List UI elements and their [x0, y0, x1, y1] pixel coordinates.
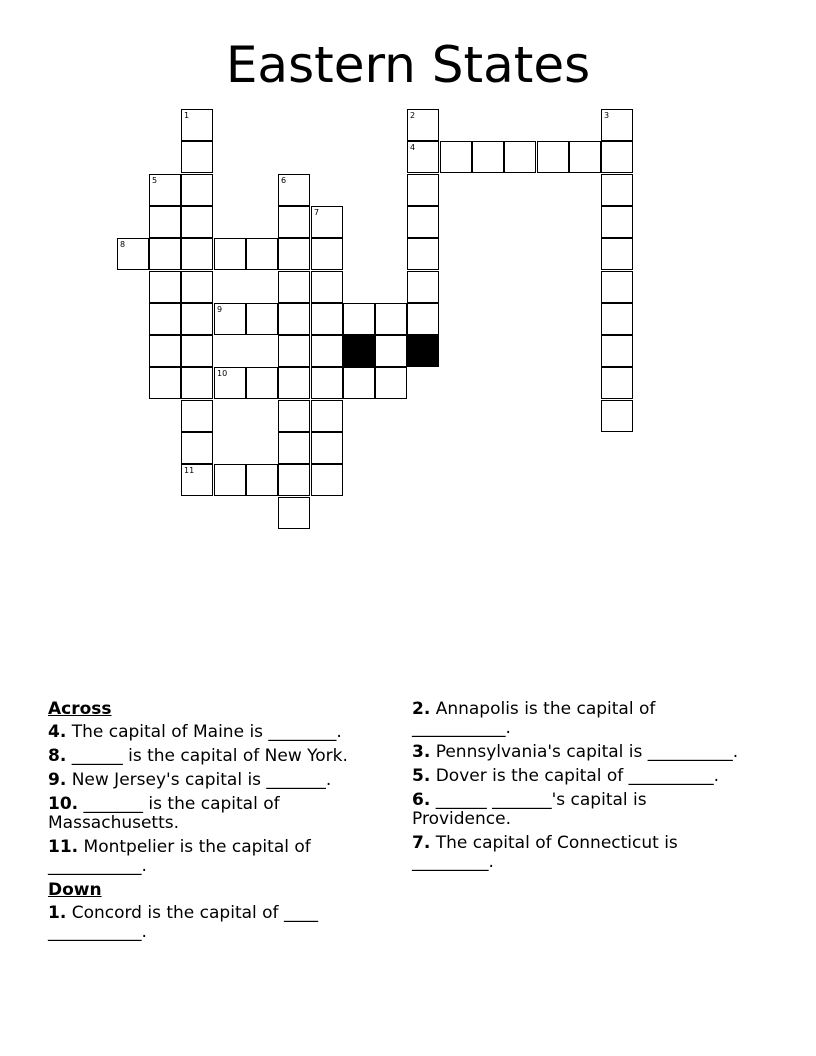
- clue-text: The capital of Connecticut is _________.: [412, 833, 678, 872]
- grid-cell[interactable]: [601, 109, 633, 141]
- clues-column-right: [412, 700, 742, 877]
- grid-cell[interactable]: [407, 174, 439, 206]
- across-heading: Across: [48, 699, 112, 719]
- clue-number-label: 8: [120, 240, 126, 249]
- grid-cell[interactable]: [407, 141, 439, 173]
- grid-cell[interactable]: [278, 335, 310, 367]
- grid-cell[interactable]: [278, 367, 310, 399]
- clue-text: _______ is the capital of Massachusetts.: [48, 794, 280, 833]
- grid-cell-blocked: [407, 335, 439, 367]
- clue-number-label: 7: [314, 208, 320, 217]
- clue-item: [412, 700, 742, 738]
- clue-number: 7.: [412, 833, 431, 853]
- clue-text: Annapolis is the capital of ___________.: [412, 699, 656, 738]
- clue-number-label: 10: [217, 369, 228, 378]
- clue-number: 1.: [48, 903, 67, 923]
- grid-cell[interactable]: [149, 271, 181, 303]
- grid-cell[interactable]: [214, 367, 246, 399]
- clue-item: [412, 743, 742, 762]
- grid-cell[interactable]: [375, 335, 407, 367]
- clue-number-label: 3: [604, 111, 610, 120]
- clue-text: New Jersey's capital is _______.: [66, 770, 332, 790]
- clue-number-label: 6: [281, 176, 287, 185]
- grid-cell[interactable]: [601, 174, 633, 206]
- clue-number: 3.: [412, 742, 431, 762]
- clue-item: [48, 795, 388, 833]
- clue-number: 2.: [412, 699, 431, 719]
- clue-number: 6.: [412, 790, 431, 810]
- clue-number-label: 2: [410, 111, 416, 120]
- grid-cell[interactable]: [278, 497, 310, 529]
- grid-cell[interactable]: [214, 464, 246, 496]
- grid-cell[interactable]: [375, 367, 407, 399]
- clue-item: [48, 904, 388, 942]
- grid-cell-blocked: [343, 335, 375, 367]
- grid-cell[interactable]: [311, 271, 343, 303]
- clue-number: 8.: [48, 746, 67, 766]
- clue-text: Montpelier is the capital of ___________.: [48, 837, 311, 876]
- grid-cell[interactable]: [149, 206, 181, 238]
- grid-cell[interactable]: [407, 271, 439, 303]
- across-clue-list: [48, 723, 388, 876]
- grid-cell[interactable]: [149, 367, 181, 399]
- grid-cell[interactable]: [311, 400, 343, 432]
- clue-number: 4.: [48, 722, 67, 742]
- grid-cell[interactable]: [181, 303, 213, 335]
- grid-cell[interactable]: [181, 432, 213, 464]
- clue-text: Pennsylvania's capital is __________.: [430, 742, 739, 762]
- clues-column-left: [48, 700, 388, 947]
- grid-cell[interactable]: [278, 400, 310, 432]
- grid-cell[interactable]: [278, 464, 310, 496]
- clue-item: [412, 791, 742, 829]
- grid-cell[interactable]: [278, 303, 310, 335]
- clue-number-label: 5: [152, 176, 158, 185]
- grid-cell[interactable]: [601, 271, 633, 303]
- grid-cell[interactable]: [149, 174, 181, 206]
- grid-cell[interactable]: [601, 367, 633, 399]
- grid-cell[interactable]: [311, 464, 343, 496]
- grid-cell[interactable]: [181, 174, 213, 206]
- grid-cell[interactable]: [601, 206, 633, 238]
- clue-text: Dover is the capital of __________.: [430, 766, 720, 786]
- grid-cell[interactable]: [246, 464, 278, 496]
- grid-cell[interactable]: [181, 400, 213, 432]
- grid-cell[interactable]: [181, 238, 213, 270]
- grid-cell[interactable]: [311, 303, 343, 335]
- grid-cell[interactable]: [311, 335, 343, 367]
- grid-cell[interactable]: [472, 141, 504, 173]
- clue-number: 10.: [48, 794, 79, 814]
- grid-cell[interactable]: [278, 206, 310, 238]
- grid-cell[interactable]: [181, 109, 213, 141]
- clue-item: [48, 771, 388, 790]
- grid-cell[interactable]: [181, 464, 213, 496]
- clue-number-label: 11: [184, 466, 195, 475]
- grid-cell[interactable]: [569, 141, 601, 173]
- grid-cell[interactable]: [246, 303, 278, 335]
- grid-cell[interactable]: [278, 238, 310, 270]
- grid-cell[interactable]: [407, 109, 439, 141]
- clue-number-label: 9: [217, 305, 223, 314]
- grid-cell[interactable]: [601, 303, 633, 335]
- grid-cell[interactable]: [246, 367, 278, 399]
- clue-text: Concord is the capital of ____ ___________.: [48, 903, 318, 942]
- clue-number-label: 4: [410, 143, 416, 152]
- grid-cell[interactable]: [440, 141, 472, 173]
- puzzle-title: Eastern States: [225, 36, 591, 94]
- grid-cell[interactable]: [407, 206, 439, 238]
- grid-cell[interactable]: [407, 238, 439, 270]
- clue-item: [412, 834, 742, 872]
- grid-cell[interactable]: [181, 141, 213, 173]
- grid-cell[interactable]: [537, 141, 569, 173]
- grid-cell[interactable]: [246, 238, 278, 270]
- grid-cell[interactable]: [181, 206, 213, 238]
- clue-item: [48, 747, 388, 766]
- grid-cell[interactable]: [278, 174, 310, 206]
- down-clue-list-continued: [412, 700, 742, 872]
- grid-cell[interactable]: [149, 303, 181, 335]
- grid-cell[interactable]: [149, 238, 181, 270]
- grid-cell[interactable]: [311, 432, 343, 464]
- grid-cell[interactable]: [214, 303, 246, 335]
- grid-cell[interactable]: [278, 432, 310, 464]
- clue-text: ______ is the capital of New York.: [66, 746, 348, 766]
- clue-item: [412, 767, 742, 786]
- clue-number: 11.: [48, 837, 79, 857]
- clue-item: [48, 838, 388, 876]
- grid-cell[interactable]: [601, 400, 633, 432]
- clue-number-label: 1: [184, 111, 190, 120]
- clue-text: The capital of Maine is ________.: [66, 722, 342, 742]
- grid-cell[interactable]: [601, 141, 633, 173]
- clue-text: ______ _______'s capital is Providence.: [412, 790, 647, 829]
- grid-cell[interactable]: [504, 141, 536, 173]
- grid-cell[interactable]: [181, 271, 213, 303]
- grid-cell[interactable]: [149, 335, 181, 367]
- grid-cell[interactable]: [343, 303, 375, 335]
- grid-cell[interactable]: [214, 238, 246, 270]
- grid-cell[interactable]: [278, 271, 310, 303]
- grid-cell[interactable]: [311, 367, 343, 399]
- clue-item: [48, 723, 388, 742]
- grid-cell[interactable]: [117, 238, 149, 270]
- clue-number: 9.: [48, 770, 67, 790]
- grid-cell[interactable]: [181, 335, 213, 367]
- grid-cell[interactable]: [311, 206, 343, 238]
- grid-cell[interactable]: [407, 303, 439, 335]
- grid-cell[interactable]: [311, 238, 343, 270]
- grid-cell[interactable]: [343, 367, 375, 399]
- down-heading: Down: [48, 880, 102, 900]
- grid-cell[interactable]: [601, 335, 633, 367]
- grid-cell[interactable]: [181, 367, 213, 399]
- grid-cell[interactable]: [375, 303, 407, 335]
- grid-cell[interactable]: [601, 238, 633, 270]
- down-clue-list: [48, 904, 388, 942]
- clue-number: 5.: [412, 766, 431, 786]
